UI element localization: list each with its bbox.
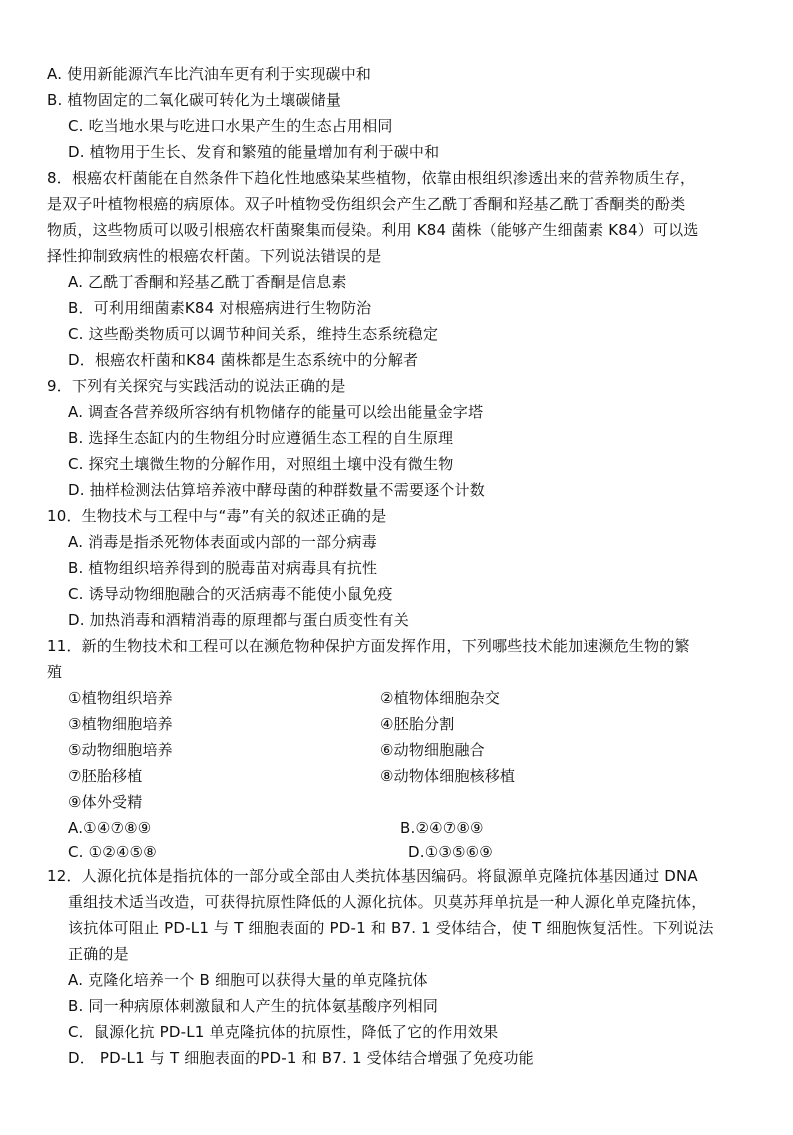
- q11-item-1: ①植物组织培养: [68, 689, 173, 707]
- q8-stem-line-3: 物质，这些物质可以吸引根癌农杆菌聚集而侵染。利用 K84 菌株（能够产生细菌素 K84）可以选: [47, 221, 699, 239]
- q11-option-c: C. ①②④⑤⑧: [68, 843, 157, 861]
- q12-option-d: D． PD-L1 与 T 细胞表面的PD-1 和 B7. 1 受体结合增强了免疫功能: [68, 1049, 534, 1067]
- q7-option-c: C. 吃当地水果与吃进口水果产生的生态占用相同: [68, 117, 393, 135]
- q12-stem-line-4: 正确的是: [68, 945, 129, 963]
- q8-option-c: C. 这些酚类物质可以调节种间关系，维持生态系统稳定: [68, 325, 439, 343]
- q12-stem-line-2: 重组技术适当改造，可获得抗原性降低的人源化抗体。贝莫苏拜单抗是一种人源化单克隆抗体，: [68, 893, 707, 911]
- q10-option-c: C. 诱导动物细胞融合的灭活病毒不能使小鼠免疫: [68, 585, 393, 603]
- q9-option-c: C. 探究土壤微生物的分解作用，对照组土壤中没有微生物: [68, 455, 454, 473]
- q11-stem-line-1: 11．新的生物技术和工程可以在濒危物种保护方面发挥作用，下列哪些技术能加速濒危生物的繁: [47, 637, 690, 655]
- q8-option-b: B．可利用细菌素K84 对根癌病进行生物防治: [68, 299, 372, 317]
- q11-item-6: ⑥动物细胞融合: [380, 741, 485, 759]
- q12-stem-line-3: 该抗体可阻止 PD-L1 与 T 细胞表面的 PD-1 和 B7. 1 受体结合，使 T 细胞恢复活性。下列说法: [68, 919, 714, 937]
- q10-stem: 10．生物技术与工程中与“毒”有关的叙述正确的是: [47, 507, 387, 525]
- q11-item-7: ⑦胚胎移植: [68, 767, 143, 785]
- q7-option-b: B. 植物固定的二氧化碳可转化为土壤碳储量: [47, 91, 342, 109]
- q11-item-5: ⑤动物细胞培养: [68, 741, 173, 759]
- q11-item-3: ③植物细胞培养: [68, 715, 173, 733]
- q9-option-b: B. 选择生态缸内的生物组分时应遵循生态工程的自生原理: [68, 429, 454, 447]
- q9-stem: 9．下列有关探究与实践活动的说法正确的是: [47, 377, 346, 395]
- q10-option-a: A. 消毒是指杀死物体表面或内部的一部分病毒: [68, 533, 377, 551]
- q12-option-a: A. 克隆化培养一个 B 细胞可以获得大量的单克隆抗体: [68, 971, 428, 989]
- q11-item-4: ④胚胎分割: [380, 715, 455, 733]
- q8-option-d: D．根癌农杆菌和K84 菌株都是生态系统中的分解者: [68, 351, 419, 369]
- q8-stem-line-2: 是双子叶植物根癌的病原体。双子叶植物受伤组织会产生乙酰丁香酮和羟基乙酰丁香酮类的酚类: [47, 195, 686, 213]
- q12-stem-line-1: 12．人源化抗体是指抗体的一部分或全部由人类抗体基因编码。将鼠源单克隆抗体基因通过 DNA: [47, 867, 698, 885]
- q10-option-b: B. 植物组织培养得到的脱毒苗对病毒具有抗性: [68, 559, 378, 577]
- q8-stem-line-1: 8．根癌农杆菌能在自然条件下趋化性地感染某些植物，依靠由根组织渗透出来的营养物质生存，: [47, 169, 696, 187]
- q11-stem-line-2: 殖: [47, 663, 63, 681]
- q9-option-d: D. 抽样检测法估算培养液中酵母菌的种群数量不需要逐个计数: [68, 481, 485, 499]
- q8-stem-line-4: 择性抑制致病性的根癌农杆菌。下列说法错误的是: [47, 247, 382, 265]
- q7-option-a: A. 使用新能源汽车比汽油车更有利于实现碳中和: [47, 65, 372, 83]
- q8-option-a: A. 乙酰丁香酮和羟基乙酰丁香酮是信息素: [68, 273, 347, 291]
- q12-option-c: C．鼠源化抗 PD-L1 单克隆抗体的抗原性，降低了它的作用效果: [68, 1023, 499, 1041]
- q11-item-2: ②植物体细胞杂交: [380, 689, 501, 707]
- q11-option-b: B.②④⑦⑧⑨: [400, 819, 484, 837]
- q7-option-d: D. 植物用于生长、发育和繁殖的能量增加有利于碳中和: [68, 143, 440, 161]
- q11-item-8: ⑧动物体细胞核移植: [380, 767, 516, 785]
- q11-option-a: A.①④⑦⑧⑨: [68, 819, 152, 837]
- q11-option-d: D.①③⑤⑥⑨: [408, 843, 493, 861]
- q12-option-b: B. 同一种病原体刺激鼠和人产生的抗体氨基酸序列相同: [68, 997, 439, 1015]
- q9-option-a: A. 调查各营养级所容纳有机物储存的能量可以绘出能量金字塔: [68, 403, 484, 421]
- q10-option-d: D. 加热消毒和酒精消毒的原理都与蛋白质变性有关: [68, 611, 409, 629]
- q11-item-9: ⑨体外受精: [68, 793, 143, 811]
